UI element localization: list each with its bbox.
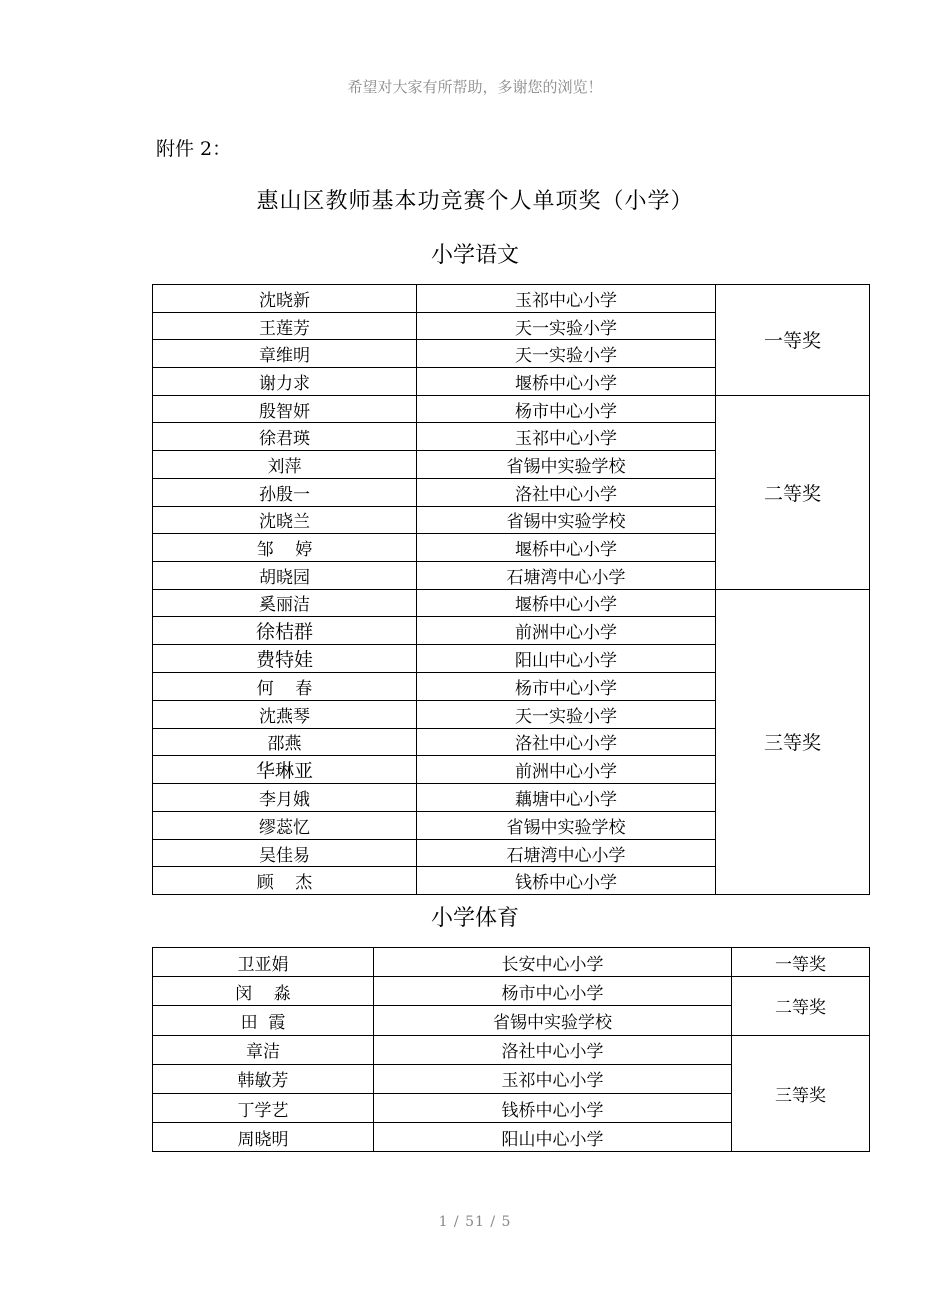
school-name: 杨市中心小学 (417, 673, 716, 701)
prize-level: 三等奖 (732, 1035, 870, 1152)
teacher-name: 王莲芳 (153, 312, 417, 340)
teacher-name: 何 春 (153, 673, 417, 701)
teacher-name: 费特娃 (153, 645, 417, 673)
teacher-name: 章洁 (153, 1035, 374, 1064)
teacher-name: 缪蕊忆 (153, 812, 417, 840)
section-title-chinese: 小学语文 (430, 243, 519, 268)
school-name: 玉祁中心小学 (417, 423, 716, 451)
table-row (153, 977, 870, 1006)
school-name: 天一实验小学 (417, 312, 716, 340)
teacher-name: 胡晓园 (153, 561, 417, 589)
school-name: 洛社中心小学 (374, 1035, 732, 1064)
table-row (153, 589, 870, 617)
page-footer: 1 / 51 / 5 (438, 1214, 512, 1230)
prize-level: 二等奖 (716, 395, 870, 589)
attachment-label: 附件 2： (156, 138, 232, 160)
teacher-name: 吴佳易 (153, 839, 417, 867)
teacher-name: 顾 杰 (153, 867, 417, 895)
teacher-name: 章维明 (153, 340, 417, 368)
school-name: 天一实验小学 (417, 340, 716, 368)
school-name: 省锡中实验学校 (374, 1006, 732, 1035)
school-name: 洛社中心小学 (417, 728, 716, 756)
prize-level: 二等奖 (732, 977, 870, 1035)
award-table-body (153, 285, 870, 895)
teacher-name: 奚丽洁 (153, 589, 417, 617)
school-name: 堰桥中心小学 (417, 589, 716, 617)
teacher-name: 周晓明 (153, 1123, 374, 1152)
school-name: 省锡中实验学校 (417, 506, 716, 534)
teacher-name: 沈晓兰 (153, 506, 417, 534)
teacher-name: 邵燕 (153, 728, 417, 756)
school-name: 藕塘中心小学 (417, 784, 716, 812)
teacher-name: 徐桔群 (153, 617, 417, 645)
teacher-name: 徐君瑛 (153, 423, 417, 451)
table-row (153, 948, 870, 977)
award-table-body (153, 948, 870, 1152)
school-name: 省锡中实验学校 (417, 812, 716, 840)
school-name: 洛社中心小学 (417, 478, 716, 506)
school-name: 阳山中心小学 (374, 1123, 732, 1152)
school-name: 前洲中心小学 (417, 756, 716, 784)
table-row (153, 1035, 870, 1064)
school-name: 省锡中实验学校 (417, 451, 716, 479)
school-name: 钱桥中心小学 (417, 867, 716, 895)
school-name: 天一实验小学 (417, 700, 716, 728)
teacher-name: 丁学艺 (153, 1093, 374, 1122)
header-note: 希望对大家有所帮助，多谢您的浏览！ (347, 78, 603, 96)
school-name: 杨市中心小学 (417, 395, 716, 423)
teacher-name: 华琳亚 (153, 756, 417, 784)
school-name: 阳山中心小学 (417, 645, 716, 673)
table-row (153, 395, 870, 423)
section-title-pe: 小学体育 (430, 906, 519, 931)
school-name: 杨市中心小学 (374, 977, 732, 1006)
teacher-name: 邹 婷 (153, 534, 417, 562)
teacher-name: 沈燕琴 (153, 700, 417, 728)
teacher-name: 沈晓新 (153, 285, 417, 313)
teacher-name: 刘萍 (153, 451, 417, 479)
teacher-name: 韩敏芳 (153, 1064, 374, 1093)
school-name: 前洲中心小学 (417, 617, 716, 645)
teacher-name: 田 霞 (153, 1006, 374, 1035)
award-table-pe (152, 947, 870, 1152)
table-row (153, 285, 870, 313)
teacher-name: 李月娥 (153, 784, 417, 812)
school-name: 长安中心小学 (374, 948, 732, 977)
prize-level: 一等奖 (716, 285, 870, 396)
document-title: 惠山区教师基本功竞赛个人单项奖（小学） (256, 189, 694, 214)
school-name: 堰桥中心小学 (417, 368, 716, 396)
prize-level: 三等奖 (716, 589, 870, 895)
award-table-chinese (152, 284, 870, 895)
teacher-name: 闵 淼 (153, 977, 374, 1006)
teacher-name: 卫亚娟 (153, 948, 374, 977)
teacher-name: 孙殷一 (153, 478, 417, 506)
school-name: 钱桥中心小学 (374, 1093, 732, 1122)
school-name: 玉祁中心小学 (374, 1064, 732, 1093)
teacher-name: 谢力求 (153, 368, 417, 396)
school-name: 堰桥中心小学 (417, 534, 716, 562)
school-name: 石塘湾中心小学 (417, 561, 716, 589)
school-name: 石塘湾中心小学 (417, 839, 716, 867)
school-name: 玉祁中心小学 (417, 285, 716, 313)
teacher-name: 殷智妍 (153, 395, 417, 423)
prize-level: 一等奖 (732, 948, 870, 977)
